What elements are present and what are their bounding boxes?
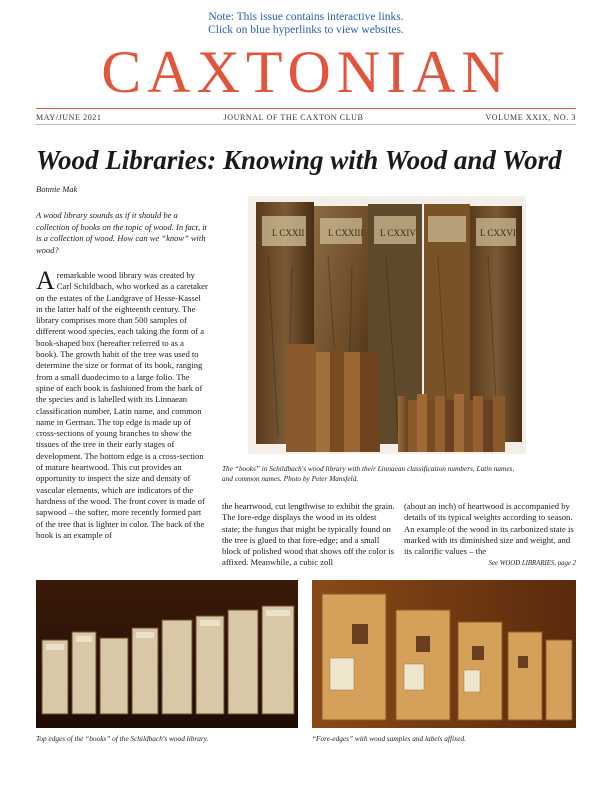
journal-name: JOURNAL OF THE CAXTON CLUB [223, 113, 364, 122]
top-edges-photo [36, 580, 298, 728]
article-column-1 [36, 266, 208, 541]
article-title: Wood Libraries: Knowing with Wood and Word [36, 145, 562, 175]
issue-info-bar [36, 113, 576, 122]
issue-date: MAY/JUNE 2021 [36, 113, 102, 122]
book-label-1: L CXXII [272, 228, 305, 238]
masthead-title: CAXTONIAN [101, 39, 511, 105]
continued-reference: See WOOD LIBRARIES, page 2 [488, 560, 576, 567]
book-label-2: L CXXIII [328, 228, 364, 238]
book-label-3: L CXXIV [380, 228, 416, 238]
book-label-4: L CXXVI [480, 228, 516, 238]
wood-library-photo [248, 196, 526, 454]
top-edges-caption: Top edges of the “books” of the Schildbach's wood library. [36, 734, 209, 743]
article-column-3: (about an inch) of heartwood is accompanied by details of its typical weights according to season. An example of the wood in its carbonized state is marked with its diminished size and weight, and its calorific values – the [404, 501, 574, 557]
issue-bar-rule [36, 124, 576, 125]
interactive-note-line-2: Click on blue hyperlinks to view websites. [208, 24, 404, 36]
issue-volume: VOLUME XXIX, NO. 3 [485, 113, 576, 122]
fore-edges-photo [312, 580, 576, 728]
masthead-rule [36, 108, 576, 109]
interactive-note-line-1: Note: This issue contains interactive links. [208, 11, 404, 23]
article-author: Bonnie Mak [36, 184, 78, 194]
main-photo-caption: The “books” in Schildbach's wood library with their Linnaean classification numbers, Latin names, and common names. Photo by Peter Mansfeld. [222, 464, 515, 483]
column-1-text: remarkable wood library was created by Carl Schildbach, who worked as a caretaker on the estates of the Landgrave of Hesse-Kassel in the latter half of the eighteenth century. The library comprises more than 500 samples of different wood species, each taking the form of a book-shaped box (hereafter referred to as a book). The growth habit of the tree was used to determine the size or format of its book, ranging from a small duodecimo to a large folio. The spine of each book is fashioned from the bark of the species and is labelled with its Linnaean classification number, Latin name, and common name in German. The top edge is made up of cross-sections of young branches to show the tissues of the tree in their early stages of development. The bottom edge is a cross-section of mature heartwood. This cut provides an opportunity to inspect the size and density of vascular elements, which are indicators of the hardness of the wood. The front cover is made of sapwood – the softer, more recently formed part of the tree that is lighter in color. The back of the book is an example of [36, 270, 208, 540]
drop-cap: A [36, 266, 55, 295]
article-intro: A wood library sounds as if it should be a collection of books on the topic of wood. In fact, it is a collection of wood. How can we “know” with wood? [36, 210, 207, 255]
fore-edges-caption: “Fore-edges” with wood samples and labels affixed. [312, 734, 466, 743]
article-column-2: the heartwood, cut lengthwise to exhibit the grain. The fore-edge displays the wood in its oldest state; the fungus that might be typically found on the tree is glued to that fore-edge; and a small block of polished wood that shows off the color is affixed. Meanwhile, a cubic zoll [222, 501, 395, 568]
